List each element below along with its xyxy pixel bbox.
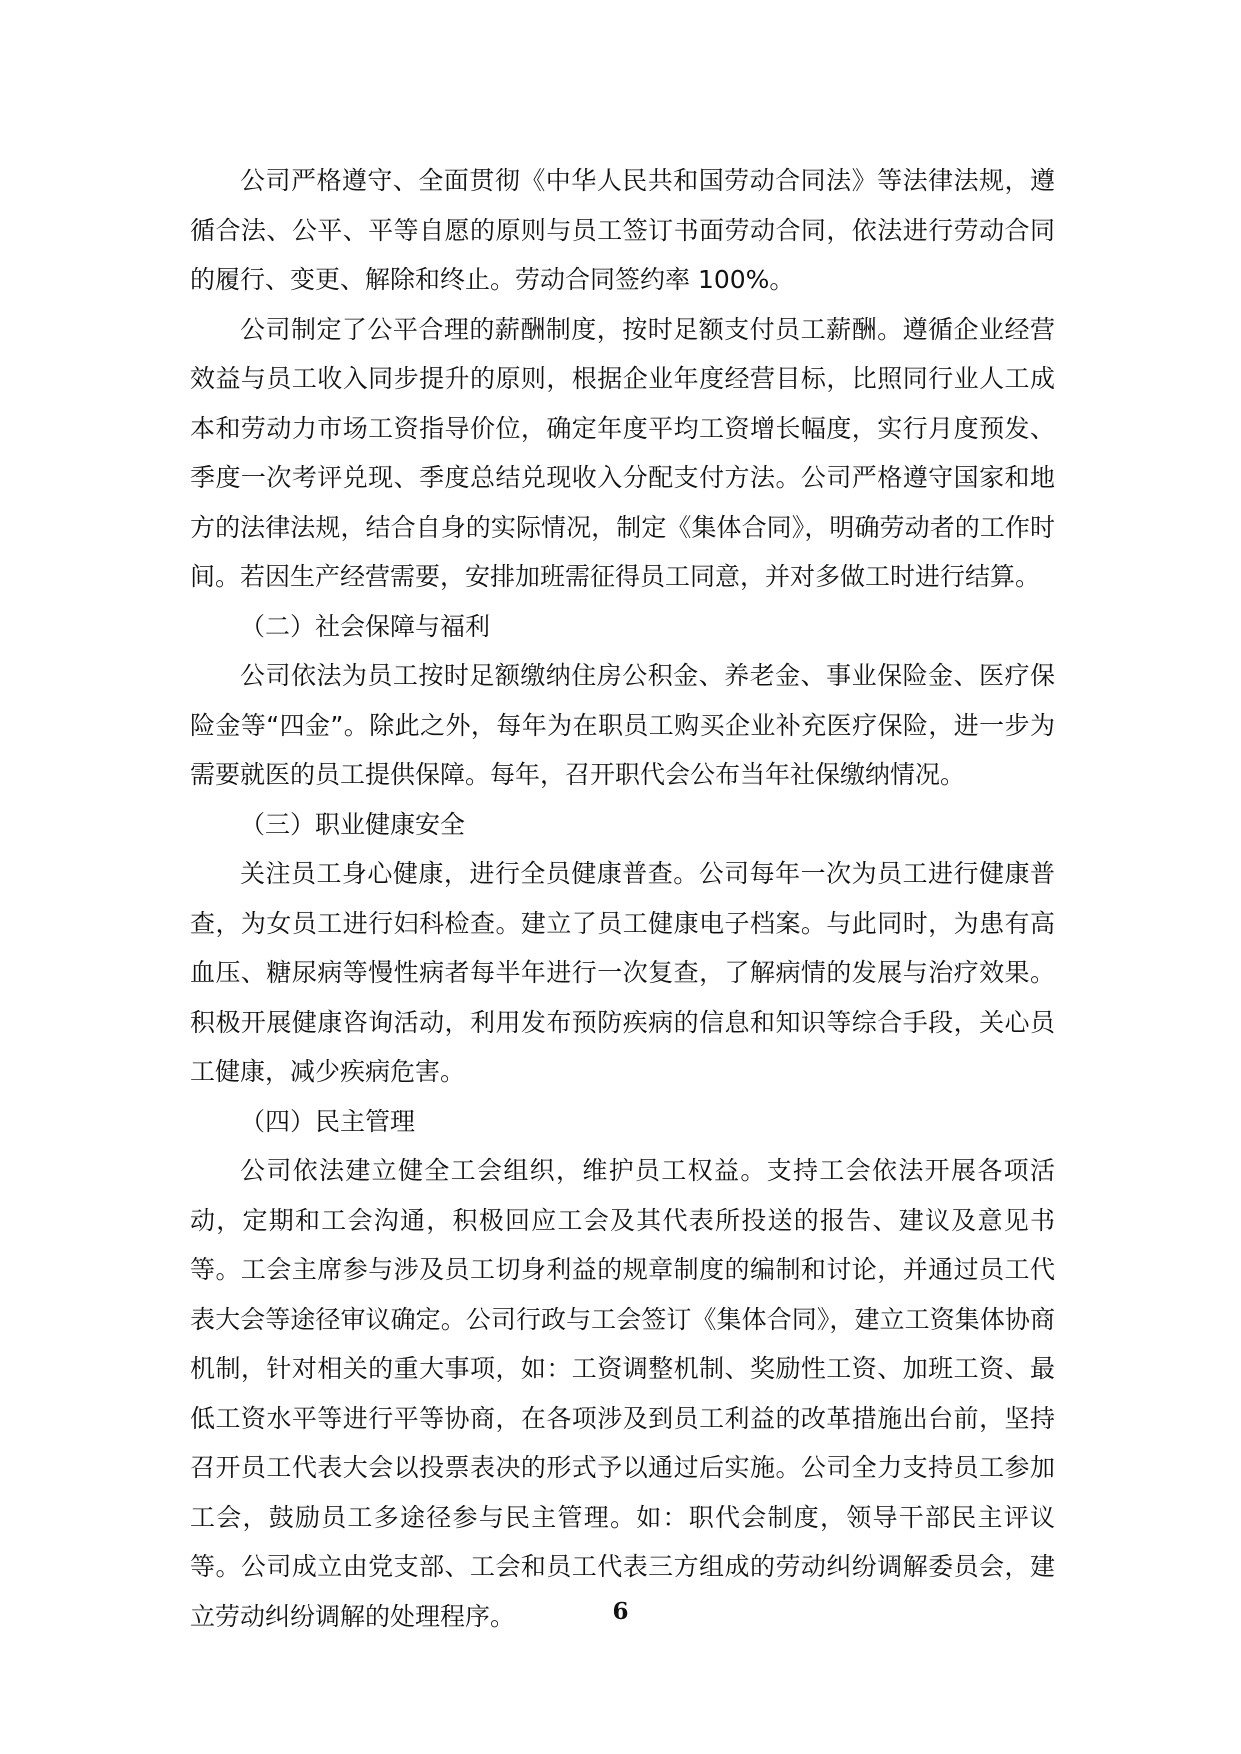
section-heading-social-security: （二）社会保障与福利 [240,611,491,641]
document-body [190,156,1055,1641]
paragraph-occupational-health: 关注员工身心健康，进行全员健康普查。公司每年一次为员工进行健康普查，为女员工进行妇科检查。建立了员工健康电子档案。与此同时，为患有高血压、糖尿病等慢性病者每半年进行一次复查，了解病情的发展与治疗效果。积极开展健康咨询活动，利用发布预防疾病的信息和知识等综合手段，关心员工健康，减少疾病危害。 [190,859,1055,1086]
section-heading-occupational-health: （三）职业健康安全 [240,809,466,839]
paragraph-social-security: 公司依法为员工按时足额缴纳住房公积金、养老金、事业保险金、医疗保险金等“四金”。除此之外，每年为在职员工购买企业补充医疗保险，进一步为需要就医的员工提供保障。每年，召开职代会公布当年社保缴纳情况。 [190,661,1055,789]
page-number: 6 [612,1598,629,1625]
paragraph-salary-system: 公司制定了公平合理的薪酬制度，按时足额支付员工薪酬。遵循企业经营效益与员工收入同步提升的原则，根据企业年度经营目标，比照同行业人工成本和劳动力市场工资指导价位，确定年度平均工资增长幅度，实行月度预发、季度一次考评兑现、季度总结兑现收入分配支付方法。公司严格遵守国家和地方的法律法规，结合自身的实际情况，制定《集体合同》，明确劳动者的工作时间。若因生产经营需要，安排加班需征得员工同意，并对多做工时进行结算。 [190,314,1055,591]
paragraph-democratic-management: 公司依法建立健全工会组织，维护员工权益。支持工会依法开展各项活动，定期和工会沟通，积极回应工会及其代表所投送的报告、建议及意见书等。工会主席参与涉及员工切身利益的规章制度的编制和讨论，并通过员工代表大会等途径审议确定。公司行政与工会签订《集体合同》，建立工资集体协商机制，针对相关的重大事项，如：工资调整机制、奖励性工资、加班工资、最低工资水平等进行平等协商，在各项涉及到员工利益的改革措施出台前，坚持召开员工代表大会以投票表决的形式予以通过后实施。公司全力支持员工参加工会，鼓励员工多途径参与民主管理。如：职代会制度，领导干部民主评议等。公司成立由党支部、工会和员工代表三方组成的劳动纠纷调解委员会，建立劳动纠纷调解的处理程序。 [190,1156,1055,1631]
paragraph-labor-contract: 公司严格遵守、全面贯彻《中华人民共和国劳动合同法》等法律法规，遵循合法、公平、平等自愿的原则与员工签订书面劳动合同，依法进行劳动合同的履行、变更、解除和终止。劳动合同签约率 100%。 [190,166,1055,294]
section-heading-democratic-management: （四）民主管理 [240,1106,416,1136]
